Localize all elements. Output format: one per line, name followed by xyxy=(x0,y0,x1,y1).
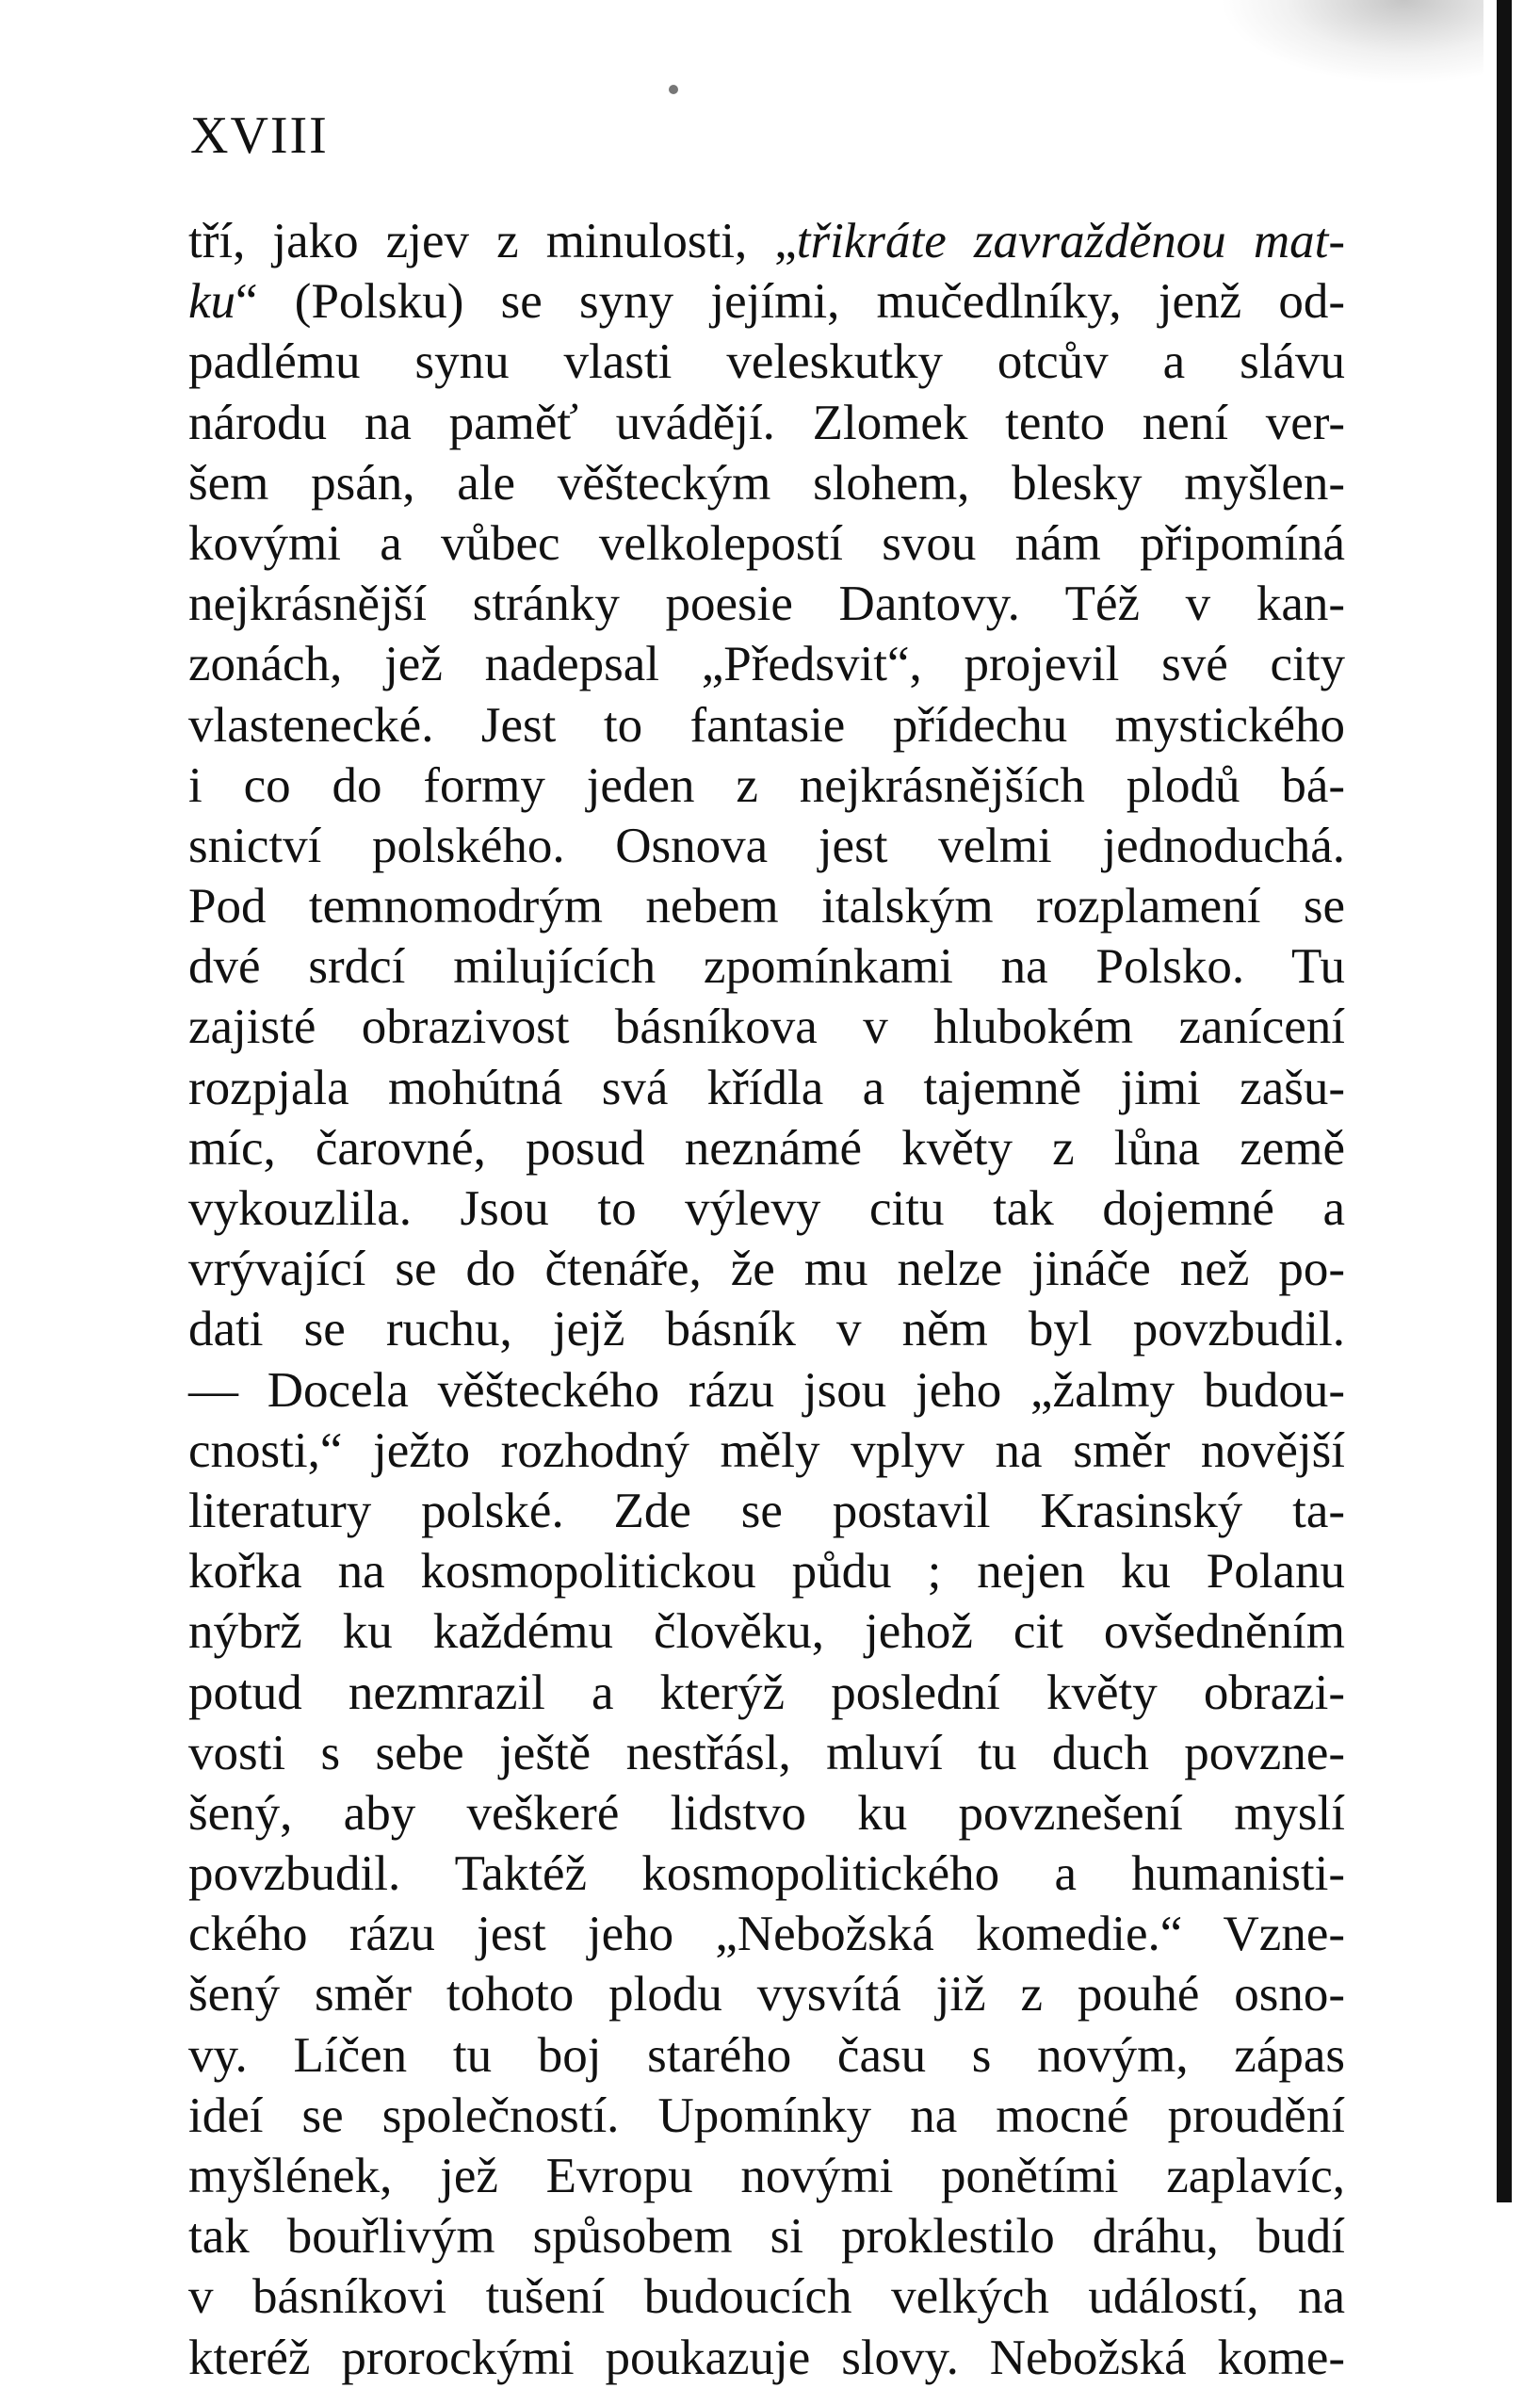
text-line xyxy=(188,876,1345,936)
text-line xyxy=(188,1844,1345,1904)
text-line-roman: šem psán, ale věšteckým slohem, blesky myšlen- xyxy=(188,455,1345,511)
text-line xyxy=(188,816,1345,876)
text-line xyxy=(188,997,1345,1057)
text-line xyxy=(188,936,1345,997)
text-line-roman: rozpjala mohútná svá křídla a tajemně jimi zašu- xyxy=(188,1060,1345,1115)
text-line xyxy=(188,1783,1345,1844)
text-line-roman: ideí se společností. Upomínky na mocné proudění xyxy=(188,2087,1345,2143)
ink-dot xyxy=(669,85,678,94)
text-line-roman: vykouzlila. Jsou to výlevy citu tak dojemné a xyxy=(188,1181,1345,1236)
scan-edge-border xyxy=(1483,0,1540,2202)
text-line-roman: národu na paměť uvádějí. Zlomek tento není ver- xyxy=(188,395,1345,450)
text-line-roman: šený směr tohoto plodu vysvítá již z pouhé osno- xyxy=(188,1967,1345,2022)
text-line xyxy=(188,1239,1345,1299)
text-line-roman: vy. Líčen tu boj starého času s novým, zápas xyxy=(188,2027,1345,2083)
text-line-roman: zonách, jež nadepsal „Předsvit“, projevil své city xyxy=(188,637,1345,692)
text-line xyxy=(188,1904,1345,1964)
text-line-roman-tail: “ (Polsku) se syny jejími, mučedlníky, jenž od- xyxy=(235,274,1345,330)
text-line-roman: Pod temnomodrým nebem italským rozplamení se xyxy=(188,879,1345,934)
text-line-roman: nýbrž ku každému člověku, jehož cit ovšedněním xyxy=(188,1604,1345,1660)
text-line-roman: tak bouřlivým spůsobem si proklestilo dráhu, budí xyxy=(188,2209,1345,2265)
text-line-roman: tří, jako zjev z minulosti, „ xyxy=(188,214,797,268)
text-line xyxy=(188,513,1345,574)
text-line-roman: vrývající se do čtenáře, že mu nelze jináče než po- xyxy=(188,1242,1345,1297)
text-line-roman: kovými a vůbec velkolepostí svou nám připomíná xyxy=(188,515,1345,571)
scan-shadow xyxy=(1220,0,1483,85)
text-line-roman: snictví polského. Osnova jest velmi jednoduchá. xyxy=(188,818,1345,873)
text-line xyxy=(188,2146,1345,2206)
text-line-roman: nejkrásnější stránky poesie Dantovy. Též v kan- xyxy=(188,577,1345,632)
text-line-roman: — Docela věšteckého rázu jsou jeho „žalmy budou- xyxy=(188,1362,1345,1418)
text-line xyxy=(188,1118,1345,1178)
text-line xyxy=(188,634,1345,694)
text-line xyxy=(188,1421,1345,1481)
text-line-roman: myšlének, jež Evropu novými ponětími zaplavíc, xyxy=(188,2149,1345,2203)
text-line xyxy=(188,1541,1345,1601)
text-line-roman: cnosti,“ ježto rozhodný měly vplyv na směr novější xyxy=(188,1422,1345,1478)
text-line xyxy=(188,2025,1345,2086)
text-line xyxy=(188,453,1345,513)
text-line-roman: kteréž prorockými poukazuje slovy. Nebožská kome- xyxy=(188,2330,1345,2385)
text-line-italic: ku xyxy=(188,274,236,330)
text-line xyxy=(188,574,1345,634)
text-line-roman: zajisté obrazivost básníkova v hlubokém zanícení xyxy=(188,999,1345,1055)
text-line xyxy=(188,1964,1345,2024)
text-line-roman: vlastenecké. Jest to fantasie přídechu mystického xyxy=(188,697,1345,753)
text-line-roman: šený, aby veškeré lidstvo ku povznešení myslí xyxy=(188,1785,1345,1841)
text-line-roman: literatury polské. Zde se postavil Krasinský ta- xyxy=(188,1483,1345,1538)
text-line xyxy=(188,332,1345,392)
text-line-roman: dati se ruchu, jejž básník v něm byl povzbudil. xyxy=(188,1302,1345,1357)
text-line xyxy=(188,1178,1345,1239)
text-line-roman: kořka na kosmopolitickou půdu ; nejen ku Polanu xyxy=(188,1544,1345,1600)
text-line xyxy=(188,1360,1345,1421)
text-line-roman: padlému synu vlasti veleskutky otcův a slávu xyxy=(188,334,1345,390)
text-line-roman: v básníkovi tušení budoucích velkých událostí, na xyxy=(188,2269,1345,2325)
text-line xyxy=(188,695,1345,755)
text-line-roman: i co do formy jeden z nejkrásnějších plodů bá- xyxy=(188,757,1345,813)
text-line-roman: potud nezmrazil a kterýž poslední květy obrazi- xyxy=(188,1665,1345,1720)
text-line xyxy=(188,2266,1345,2327)
text-line xyxy=(188,1723,1345,1783)
text-line xyxy=(188,755,1345,816)
text-line-roman: vosti s sebe ještě nestřásl, mluví tu duch povzne- xyxy=(188,1725,1345,1780)
text-line xyxy=(188,2086,1345,2146)
text-line-roman: povzbudil. Taktéž kosmopolitického a humanisti- xyxy=(188,1846,1345,1902)
text-line xyxy=(188,1058,1345,1118)
text-line xyxy=(188,1601,1345,1662)
text-line xyxy=(188,271,1345,332)
text-line xyxy=(188,2328,1345,2388)
text-line xyxy=(188,1663,1345,1723)
page-number: XVIII xyxy=(190,106,329,165)
text-line-roman: míc, čarovné, posud neznámé květy z lůna země xyxy=(188,1120,1345,1176)
text-line xyxy=(188,211,1345,271)
text-line-roman: ckého rázu jest jeho „Nebožská komedie.“ Vzne- xyxy=(188,1907,1345,1962)
text-line xyxy=(188,1481,1345,1541)
text-line-italic: třikráte zavražděnou mat- xyxy=(796,214,1345,268)
text-line-roman: dvé srdcí milujících zpomínkami na Polsko. Tu xyxy=(188,939,1345,995)
text-line xyxy=(188,2206,1345,2266)
body-text xyxy=(188,211,1345,2388)
text-line xyxy=(188,1299,1345,1359)
text-line xyxy=(188,393,1345,453)
